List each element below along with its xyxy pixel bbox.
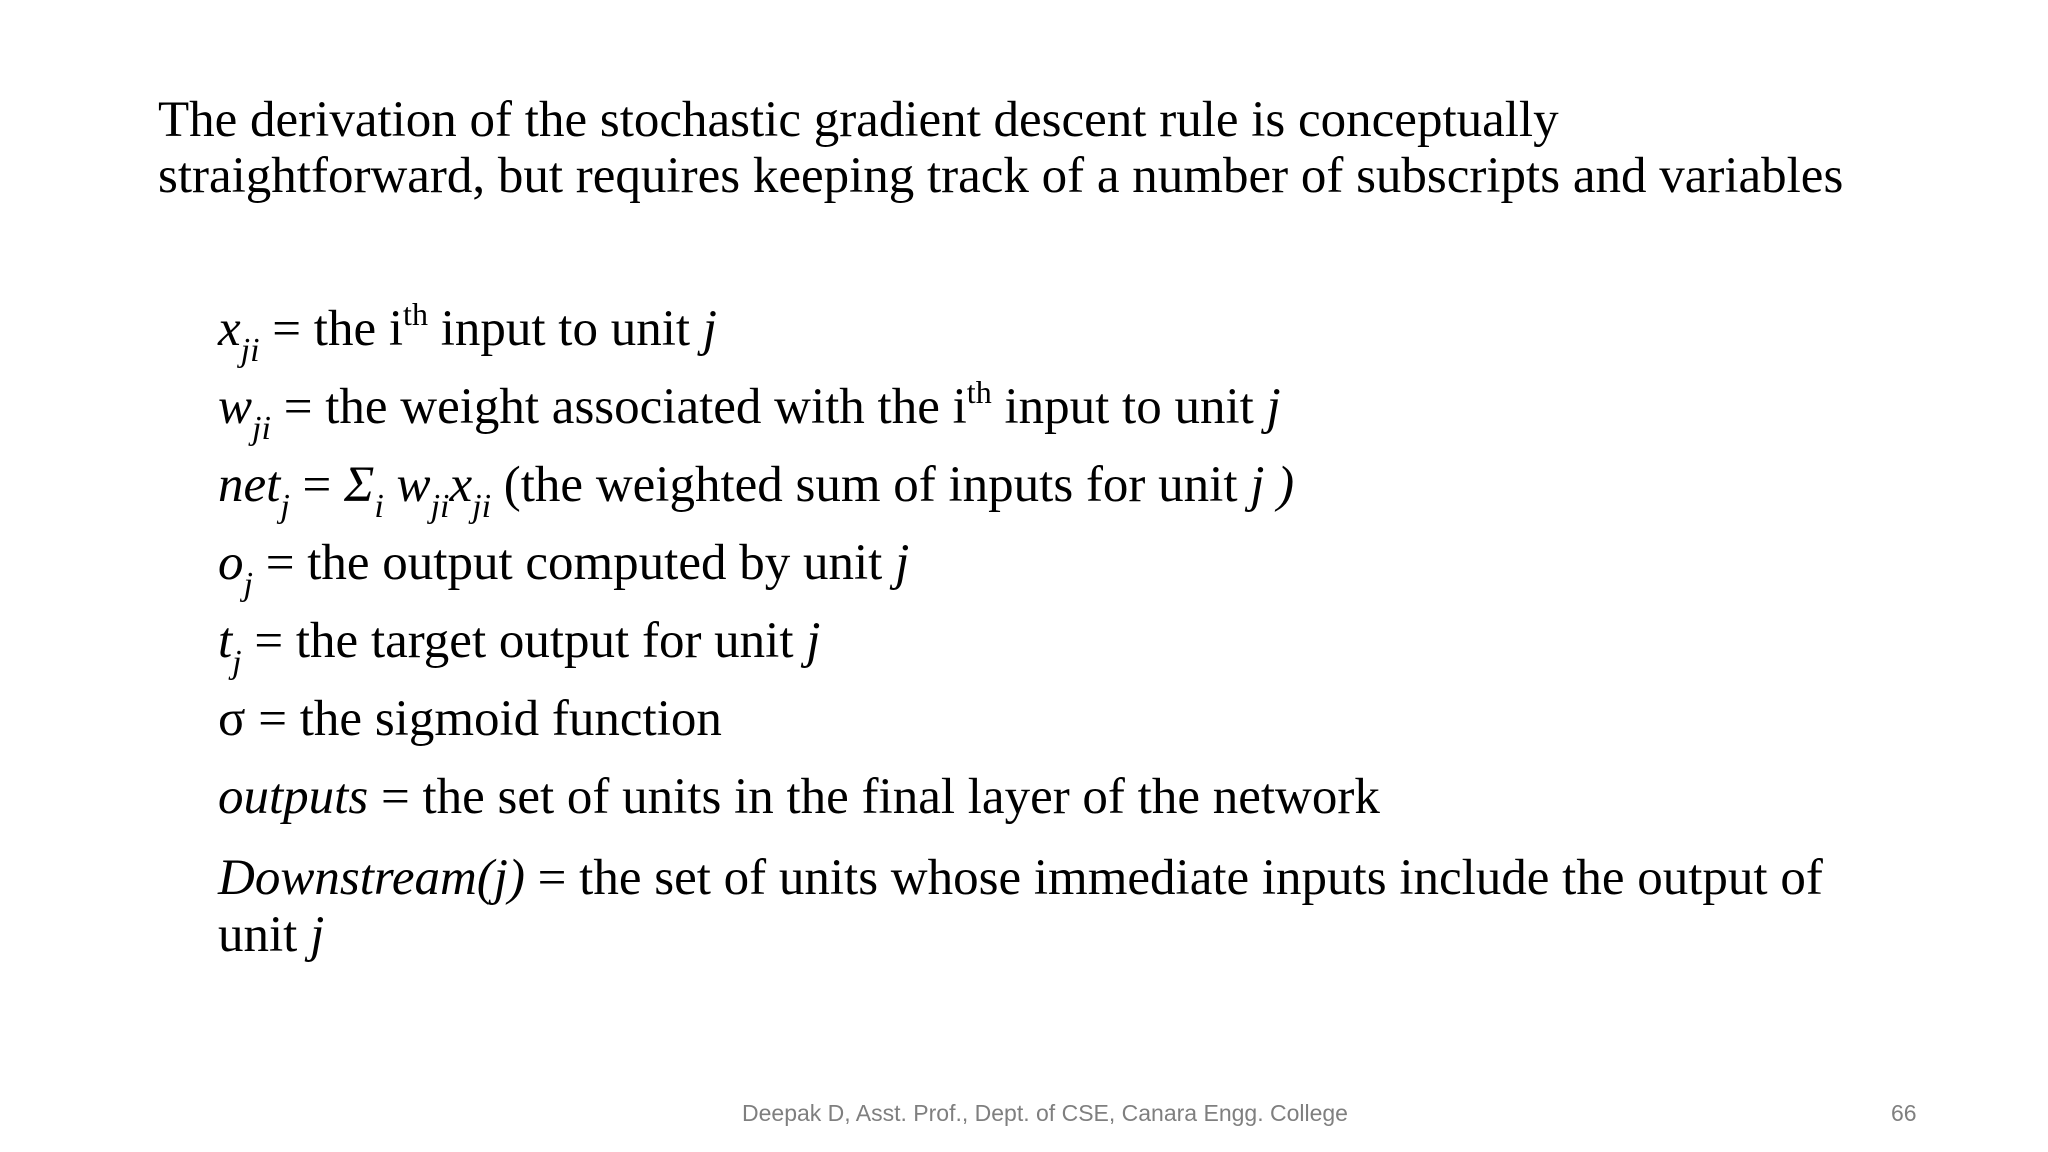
footer-credit: Deepak D, Asst. Prof., Dept. of CSE, Canara Engg. College — [742, 1100, 1348, 1126]
superscript-th: th — [966, 374, 992, 410]
symbol-outputs: outputs — [218, 769, 369, 825]
definition-text: = the weight associated with the i — [270, 379, 967, 435]
subscript-ji: ji — [472, 488, 492, 525]
definition-net — [218, 452, 1978, 530]
subscript-i: i — [374, 488, 384, 525]
symbol-unit-j: j — [895, 535, 910, 591]
definition-t — [218, 608, 1978, 686]
definition-downstream — [218, 850, 1858, 964]
symbol-unit-j: j — [310, 907, 325, 963]
definition-outputs — [218, 764, 1978, 842]
definition-list — [218, 296, 1978, 964]
intro-paragraph — [158, 92, 1988, 204]
symbol-sigma: σ — [218, 691, 246, 747]
symbol-unit-j: j ) — [1250, 457, 1295, 513]
definition-sigmoid — [218, 686, 1978, 764]
intro-line-1: The derivation of the stochastic gradient descent rule is conceptually — [158, 92, 1559, 148]
symbol-w: w — [383, 457, 431, 513]
symbol-sigma-sum: Σ — [344, 457, 375, 513]
subscript-ji: ji — [430, 488, 450, 525]
definition-text: = the output computed by unit — [252, 535, 896, 591]
symbol-w: w — [218, 379, 253, 435]
symbol-unit-j: j — [1266, 379, 1281, 435]
page-number: 66 — [1891, 1100, 1917, 1126]
definition-w — [218, 374, 1978, 452]
symbol-downstream: Downstream(j) — [218, 850, 525, 906]
definition-text: = the target output for unit — [241, 613, 807, 669]
definition-text: (the weighted sum of inputs for unit — [491, 457, 1251, 513]
definition-text: = the set of units in the final layer of the network — [368, 769, 1380, 825]
superscript-th: th — [403, 296, 428, 332]
equals-sign: = — [289, 457, 345, 513]
definition-text: = the i — [259, 301, 404, 357]
subscript-j: j — [232, 644, 242, 681]
symbol-t: t — [218, 613, 233, 669]
symbol-x: x — [449, 457, 473, 513]
symbol-x: x — [218, 301, 241, 357]
definition-text: input to unit — [427, 301, 703, 357]
definition-text: = the sigmoid function — [245, 691, 722, 747]
symbol-net: net — [218, 457, 281, 513]
definition-x — [218, 296, 1978, 374]
symbol-o: o — [218, 535, 244, 591]
definition-text: = the set of units whose immediate inputs include the output of unit — [218, 850, 1823, 963]
subscript-ji: ji — [252, 410, 271, 447]
subscript-j: j — [280, 488, 290, 525]
intro-line-2: straightforward, but requires keeping track of a number of subscripts and variables — [158, 148, 1844, 204]
subscript-ji: ji — [240, 332, 260, 369]
symbol-unit-j: j — [806, 613, 821, 669]
subscript-j: j — [243, 566, 253, 603]
symbol-unit-j: j — [702, 301, 717, 357]
definition-o — [218, 530, 1978, 608]
definition-text: input to unit — [991, 379, 1267, 435]
